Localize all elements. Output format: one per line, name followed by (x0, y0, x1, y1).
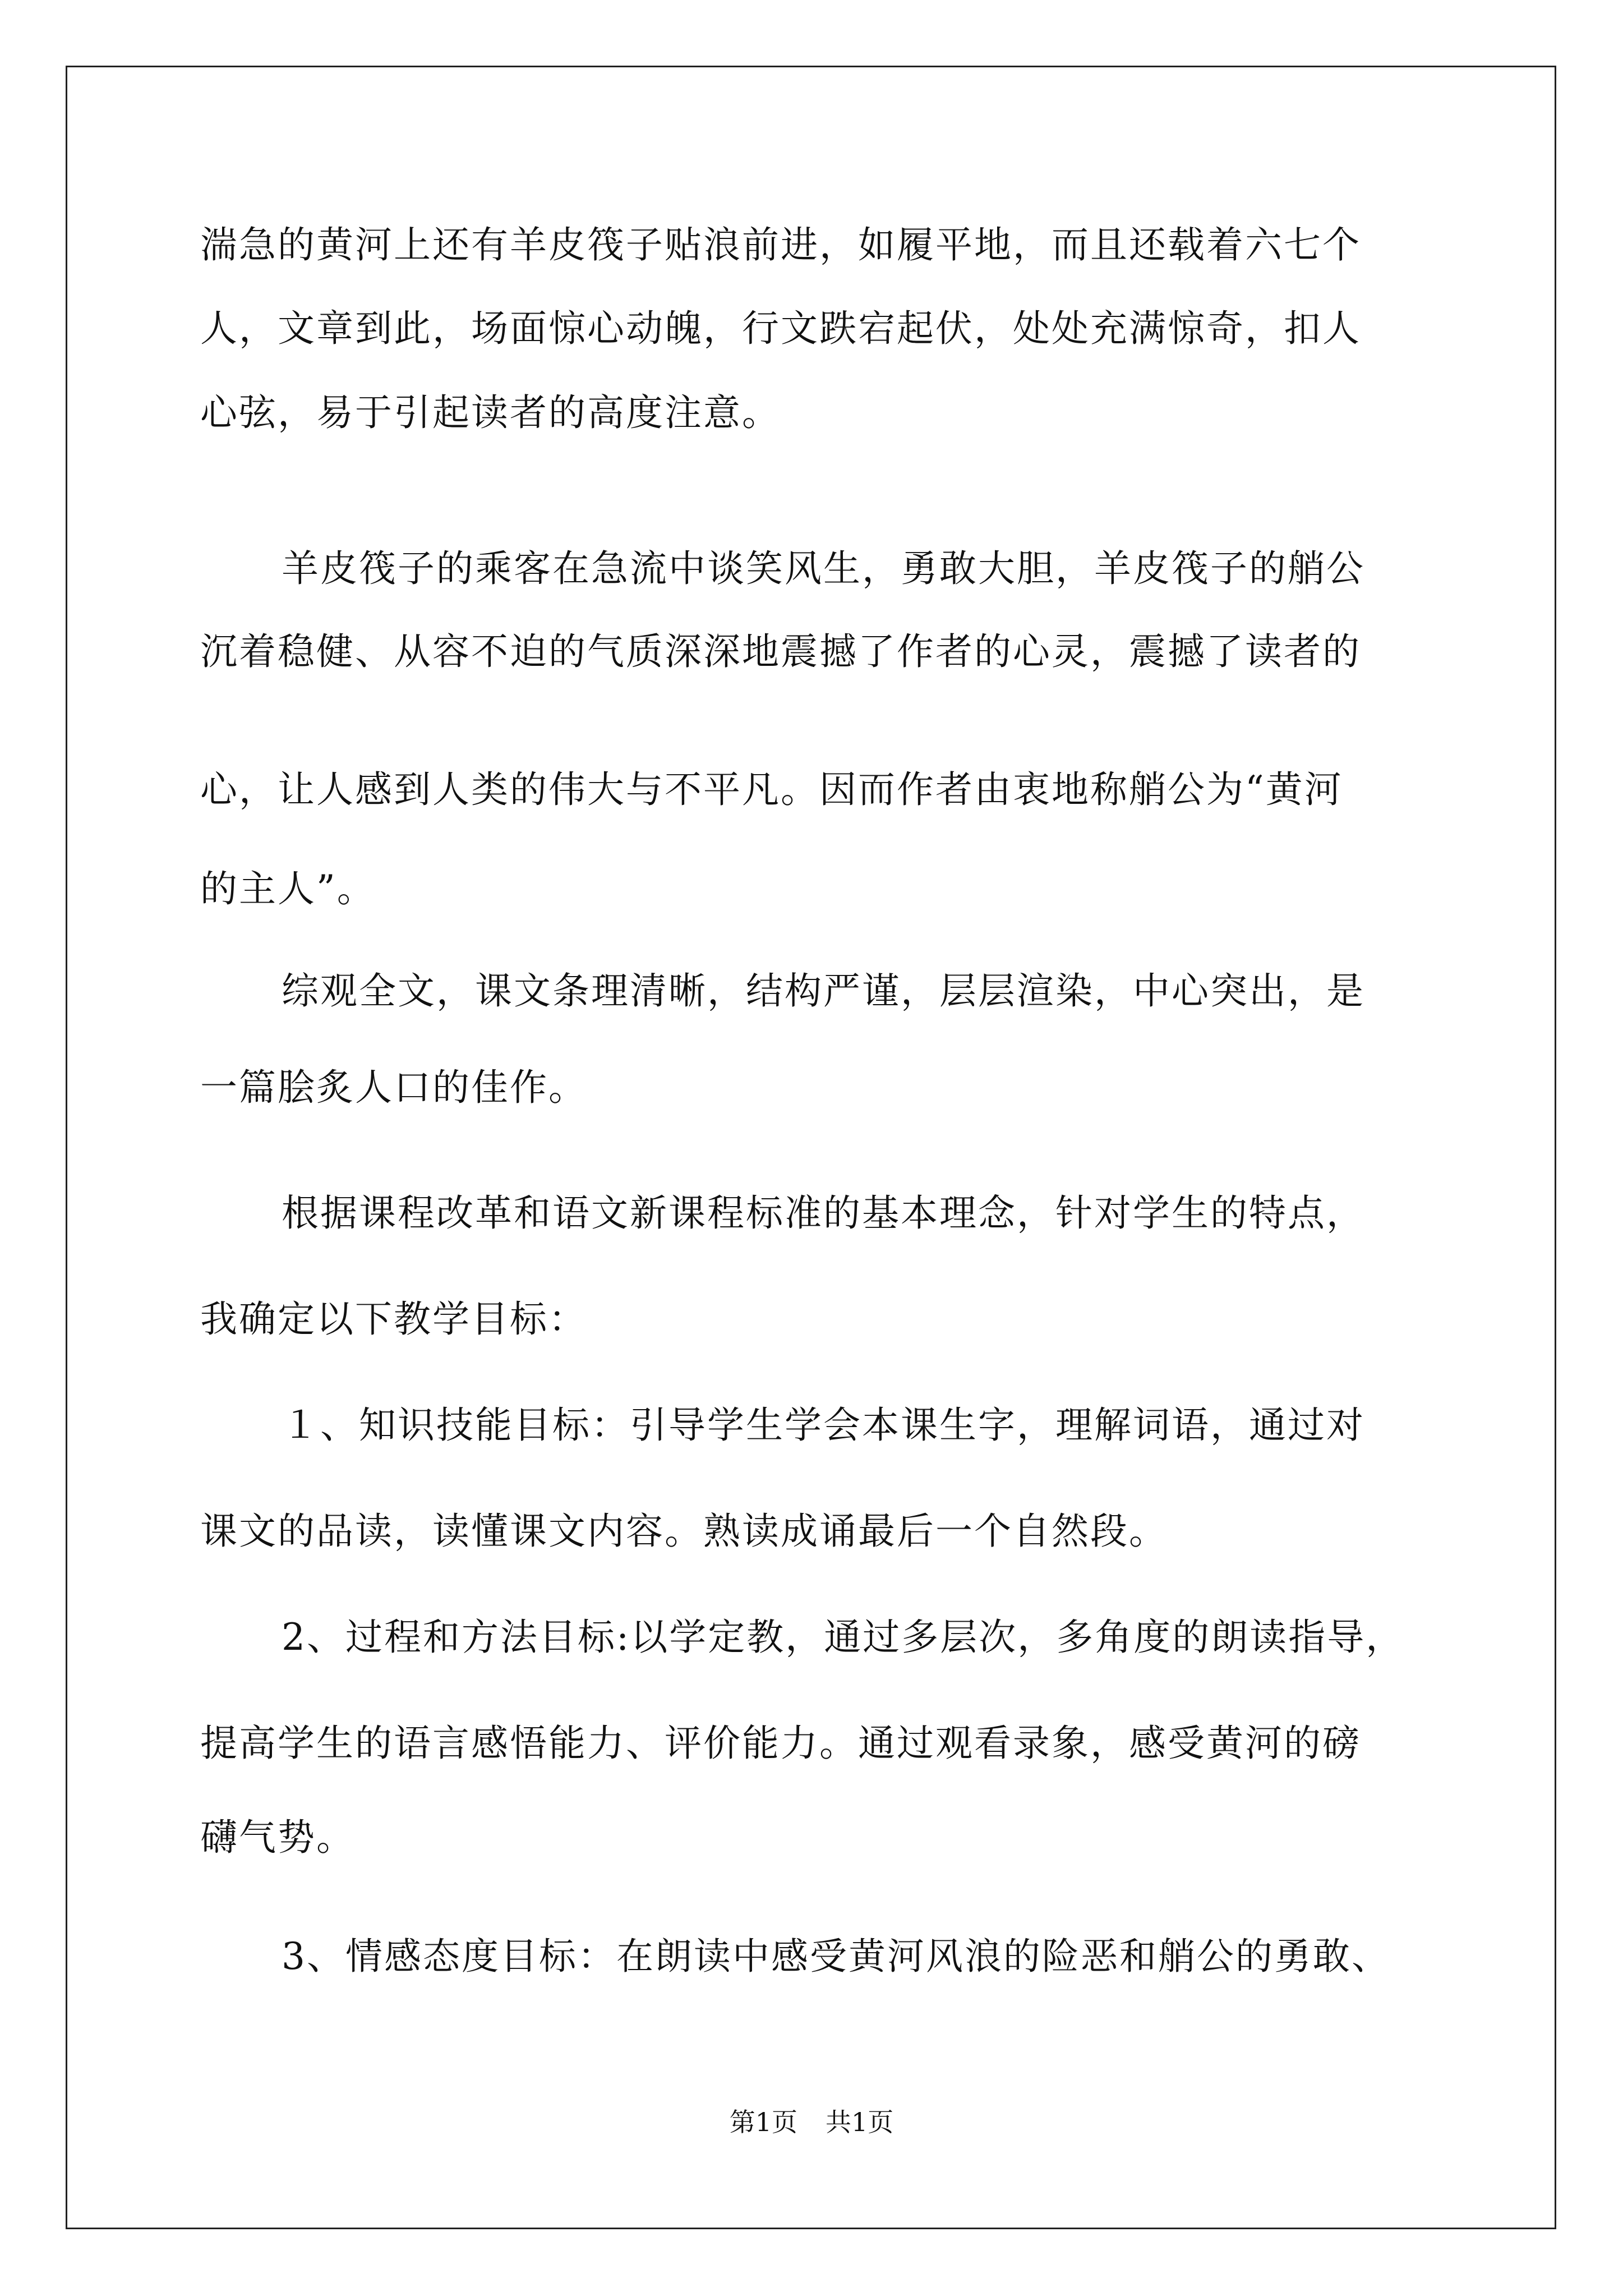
page-footer (0, 2106, 1623, 2138)
page-number-total: 共1页 (826, 2107, 894, 2137)
text-line: 的主人”。 (200, 867, 376, 910)
text-line: 羊皮筏子的乘客在急流中谈笑风生，勇敢大胆，羊皮筏子的艄公 (282, 547, 1365, 590)
text-line: 3、情感态度目标：在朗读中感受黄河风浪的险恶和艄公的勇敢、 (282, 1935, 1390, 1978)
text-line: 我确定以下教学目标： (200, 1297, 587, 1341)
text-line: 沉着稳健、从容不迫的气质深深地震撼了作者的心灵，震撼了读者的 (200, 630, 1361, 673)
text-line: 综观全文，课文条理清晰，结构严谨，层层渲染，中心突出，是 (282, 969, 1365, 1013)
text-line: 一篇脍炙人口的佳作。 (200, 1066, 587, 1109)
text-line: 提高学生的语言感悟能力、评价能力。通过观看录象，感受黄河的磅 (200, 1722, 1361, 1765)
text-line: 根据课程改革和语文新课程标准的基本理念，针对学生的特点， (282, 1191, 1365, 1235)
text-line: 2、过程和方法目标:以学定教，通过多层次，多角度的朗读指导， (282, 1616, 1405, 1659)
text-line: 湍急的黄河上还有羊皮筏子贴浪前进，如履平地，而且还载着六七个 (200, 223, 1361, 266)
text-line: 人，文章到此，场面惊心动魄，行文跌宕起伏，处处充满惊奇，扣人 (200, 307, 1361, 350)
text-line: １、知识技能目标：引导学生学会本课生字，理解词语，通过对 (282, 1404, 1365, 1447)
text-line: 心，让人感到人类的伟大与不平凡。因而作者由衷地称艄公为“黄河 (200, 768, 1343, 811)
text-line: 礴气势。 (200, 1816, 355, 1859)
page-number-current: 第1页 (729, 2107, 797, 2137)
text-line: 心弦，易于引起读者的高度注意。 (200, 391, 781, 434)
text-line: 课文的品读，读懂课文内容。熟读成诵最后一个自然段。 (200, 1510, 1168, 1553)
